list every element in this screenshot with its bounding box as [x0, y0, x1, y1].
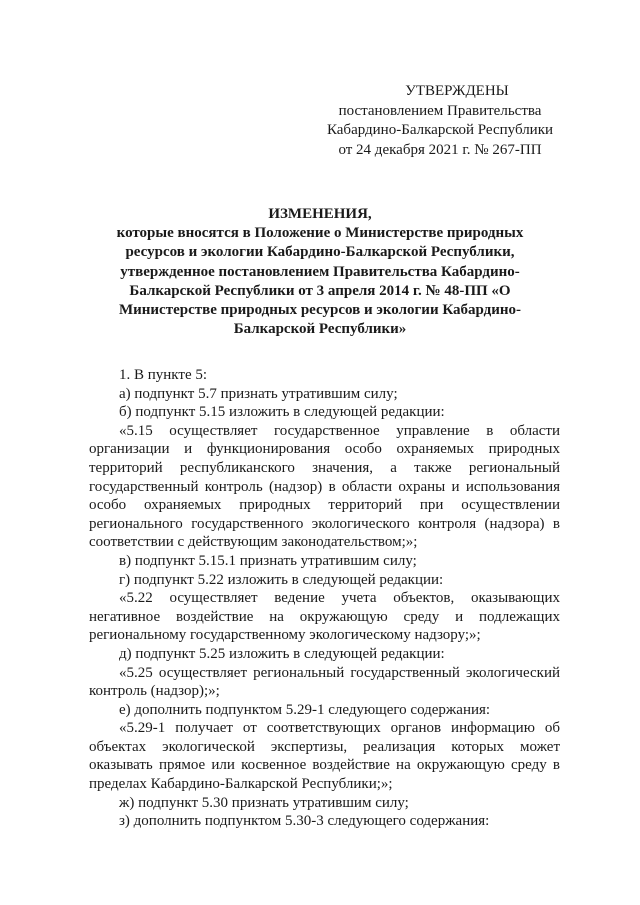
approval-title: УТВЕРЖДЕНЫ: [405, 83, 509, 99]
paragraph: е) дополнить подпунктом 5.29-1 следующего содержания:: [119, 701, 491, 718]
paragraph: «5.25 осуществляет региональный государственный экологический контроль (надзор);»;: [89, 664, 560, 700]
paragraph: ж) подпункт 5.30 признать утратившим силу;: [119, 794, 409, 811]
paragraph: 1. В пункте 5:: [119, 367, 208, 383]
paragraph: «5.15 осуществляет государственное управление в области организации и функционирования особо охраняемых природных территорий республиканского значения, а также региональный государственный контроль (надзор) в области охраны и использования особо охраняемых природных территорий при осуществлении регионального государственного экологического контроля (надзора) в соответствии с действующим законодательством;»;: [89, 422, 560, 551]
paragraph: г) подпункт 5.22 изложить в следующей редакции:: [119, 571, 444, 588]
paragraph: «5.22 осуществляет ведение учета объектов, оказывающих негативное воздействие на окружающую среду и подлежащих региональному государственному экологическому надзору;»;: [89, 590, 560, 644]
document-heading: [90, 205, 550, 339]
approval-block: [300, 82, 580, 160]
paragraph: д) подпункт 5.25 изложить в следующей редакции:: [119, 645, 445, 662]
paragraph: «5.29-1 получает от соответствующих органов информацию об объектах экологической экспертизы, реализация которых может оказывать прямое или косвенное воздействие на окружающую среду в пределах Кабардино-Балкарской Республики;»;: [89, 720, 560, 793]
approval-line: Кабардино-Балкарской Республики: [326, 122, 554, 138]
paragraph: з) дополнить подпунктом 5.30-3 следующего содержания:: [119, 813, 490, 830]
paragraph: а) подпункт 5.7 признать утратившим силу;: [119, 385, 398, 402]
approval-line: постановлением Правительства: [338, 102, 542, 119]
heading-text: которые вносятся в Положение о Министерстве природных ресурсов и экологии Кабардино-Балкарской Республики, утвержденное постановлением Правительства Кабардино-Балкарской Республики от 3 апреля 2014 г. № 48-ПП «О Министерстве природных ресурсов и экологии Кабардино-Балкарской Республики»: [116, 225, 524, 338]
heading-title: ИЗМЕНЕНИЯ,: [268, 206, 372, 222]
paragraph: б) подпункт 5.15 изложить в следующей редакции:: [119, 404, 445, 421]
approval-date: от 24 декабря 2021 г. № 267-ПП: [338, 141, 542, 158]
document-body: [89, 366, 560, 831]
paragraph: в) подпункт 5.15.1 признать утратившим силу;: [119, 552, 417, 569]
